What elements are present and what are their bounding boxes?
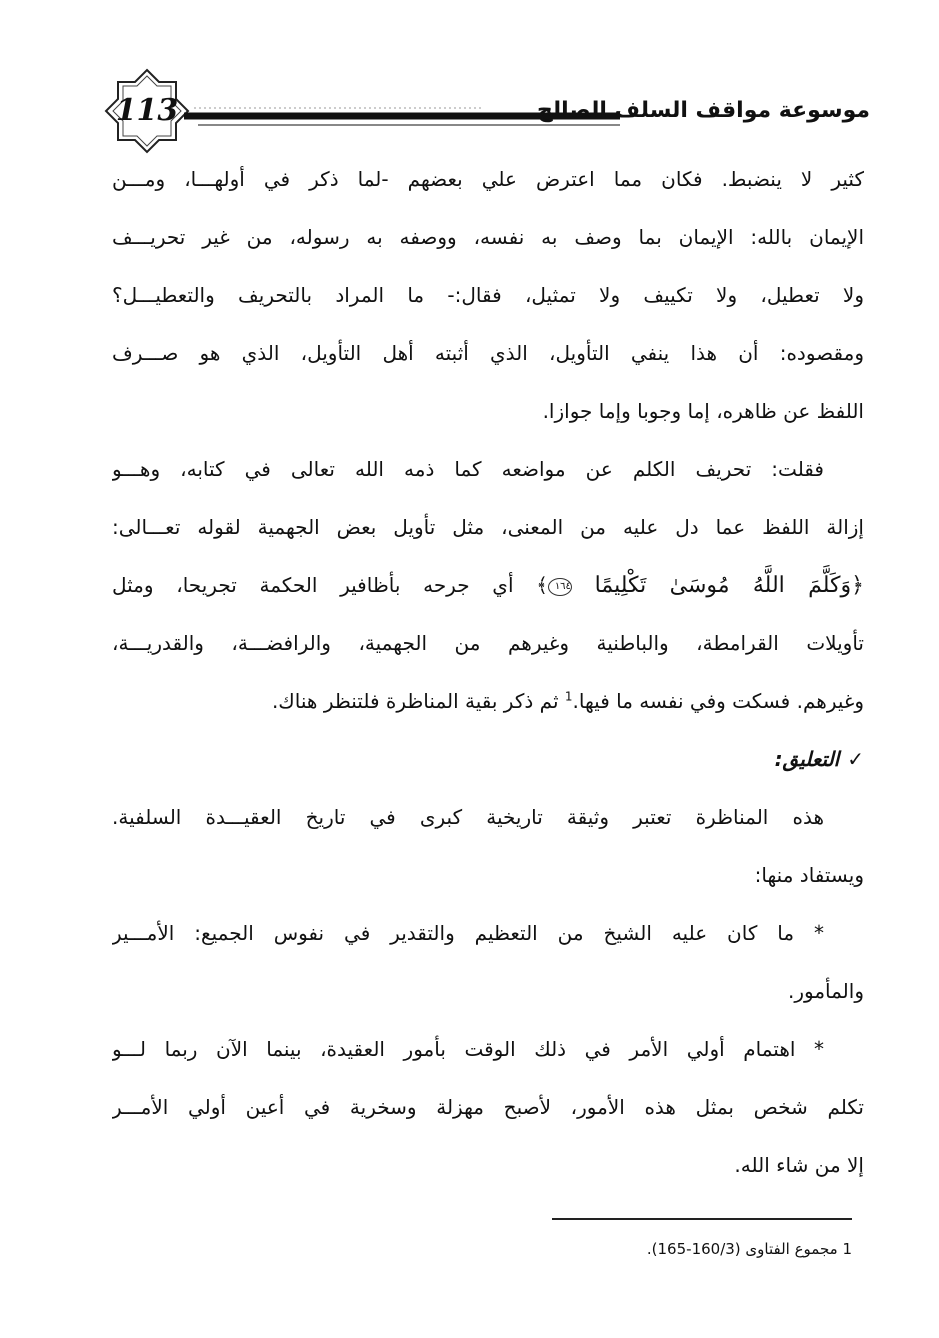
check-icon: ✓ (847, 747, 864, 771)
footnote-rule (552, 1218, 852, 1220)
text-line: تكلم شخص بمثل هذه الأمور، لأصبح مهزلة وسخرية في أعين أولي الأمـــر (112, 1095, 864, 1119)
text-line: ولا تعطيل، ولا تكييف ولا تمثيل، فقال:- ما المراد بالتحريف والتعطيـــل؟ (112, 283, 864, 307)
text-line-with-footnote (112, 672, 864, 730)
series-title: موسوعة مواقف السلف الصالح (537, 98, 870, 123)
footnote-marker: 1 (564, 689, 573, 704)
text-line: هذه المناظرة تعتبر وثيقة تاريخية كبرى في تاريخ العقيـــدة السلفية. (112, 805, 824, 829)
text-line: ويستفاد منها: (754, 863, 864, 887)
page-header (0, 60, 939, 150)
text-line: فقلت: تحريف الكلم عن مواضعه كما ذمه الله تعالى في كتابه، وهـــو (112, 457, 824, 481)
text-line: اللفظ عن ظاهره، إما وجوبا وإما جوازا. (542, 399, 864, 423)
text-line: * اهتمام أولي الأمر في ذلك الوقت بأمور العقيدة، بينما الآن ربما لـــو (112, 1037, 824, 1061)
text-line: * ما كان عليه الشيخ من التعظيم والتقدير في نفوس الجميع: الأمـــير (112, 921, 824, 945)
quran-verse-line (112, 556, 864, 614)
text-line: إزالة اللفظ عما دل عليه من المعنى، مثل تأويل بعض الجهمية لقوله تعـــالى: (112, 515, 864, 539)
text-line: كثير لا ينضبط. فكان مما اعترض علي بعضهم -لما ذكر في أولهـــا، ومـــن (112, 167, 864, 191)
section-heading-text: التعليق: (774, 747, 840, 771)
page-number: 113 (115, 93, 179, 128)
footnote: 1 مجموع الفتاوى (160/3-165). (646, 1240, 852, 1258)
text-after-footnote: ثم ذكر بقية المناظرة فلتنظر هناك. (271, 689, 565, 713)
text-line: الإيمان بالله: الإيمان بما وصف به نفسه، ووصفه به رسوله، من غير تحريـــف (112, 225, 864, 249)
page-number-badge (104, 68, 190, 154)
page-body (112, 150, 864, 1194)
text-line: ومقصوده: أن هذا ينفي التأويل، الذي أثبته أهل التأويل، الذي هو صـــرف (112, 341, 864, 365)
verse-number-marker: ١٦٤ (548, 578, 572, 596)
verse-commentary: ﴾ أي جرحه بأظافير الحكمة تجريحا، ومثل (112, 573, 548, 597)
text-before-footnote: وغيرهم. فسكت وفي نفسه ما فيها. (572, 689, 864, 713)
quran-verse: ﴿وَكَلَّمَ اللَّهُ مُوسَىٰ تَكْلِيمًا (594, 573, 864, 598)
text-line: والمأمور. (787, 979, 864, 1003)
section-heading (112, 730, 864, 788)
text-line: إلا من شاء الله. (734, 1153, 864, 1177)
text-line: تأويلات القرامطة، والباطنية وغيرهم من الجهمية، والرافضـــة، والقدريـــة، (112, 631, 864, 655)
